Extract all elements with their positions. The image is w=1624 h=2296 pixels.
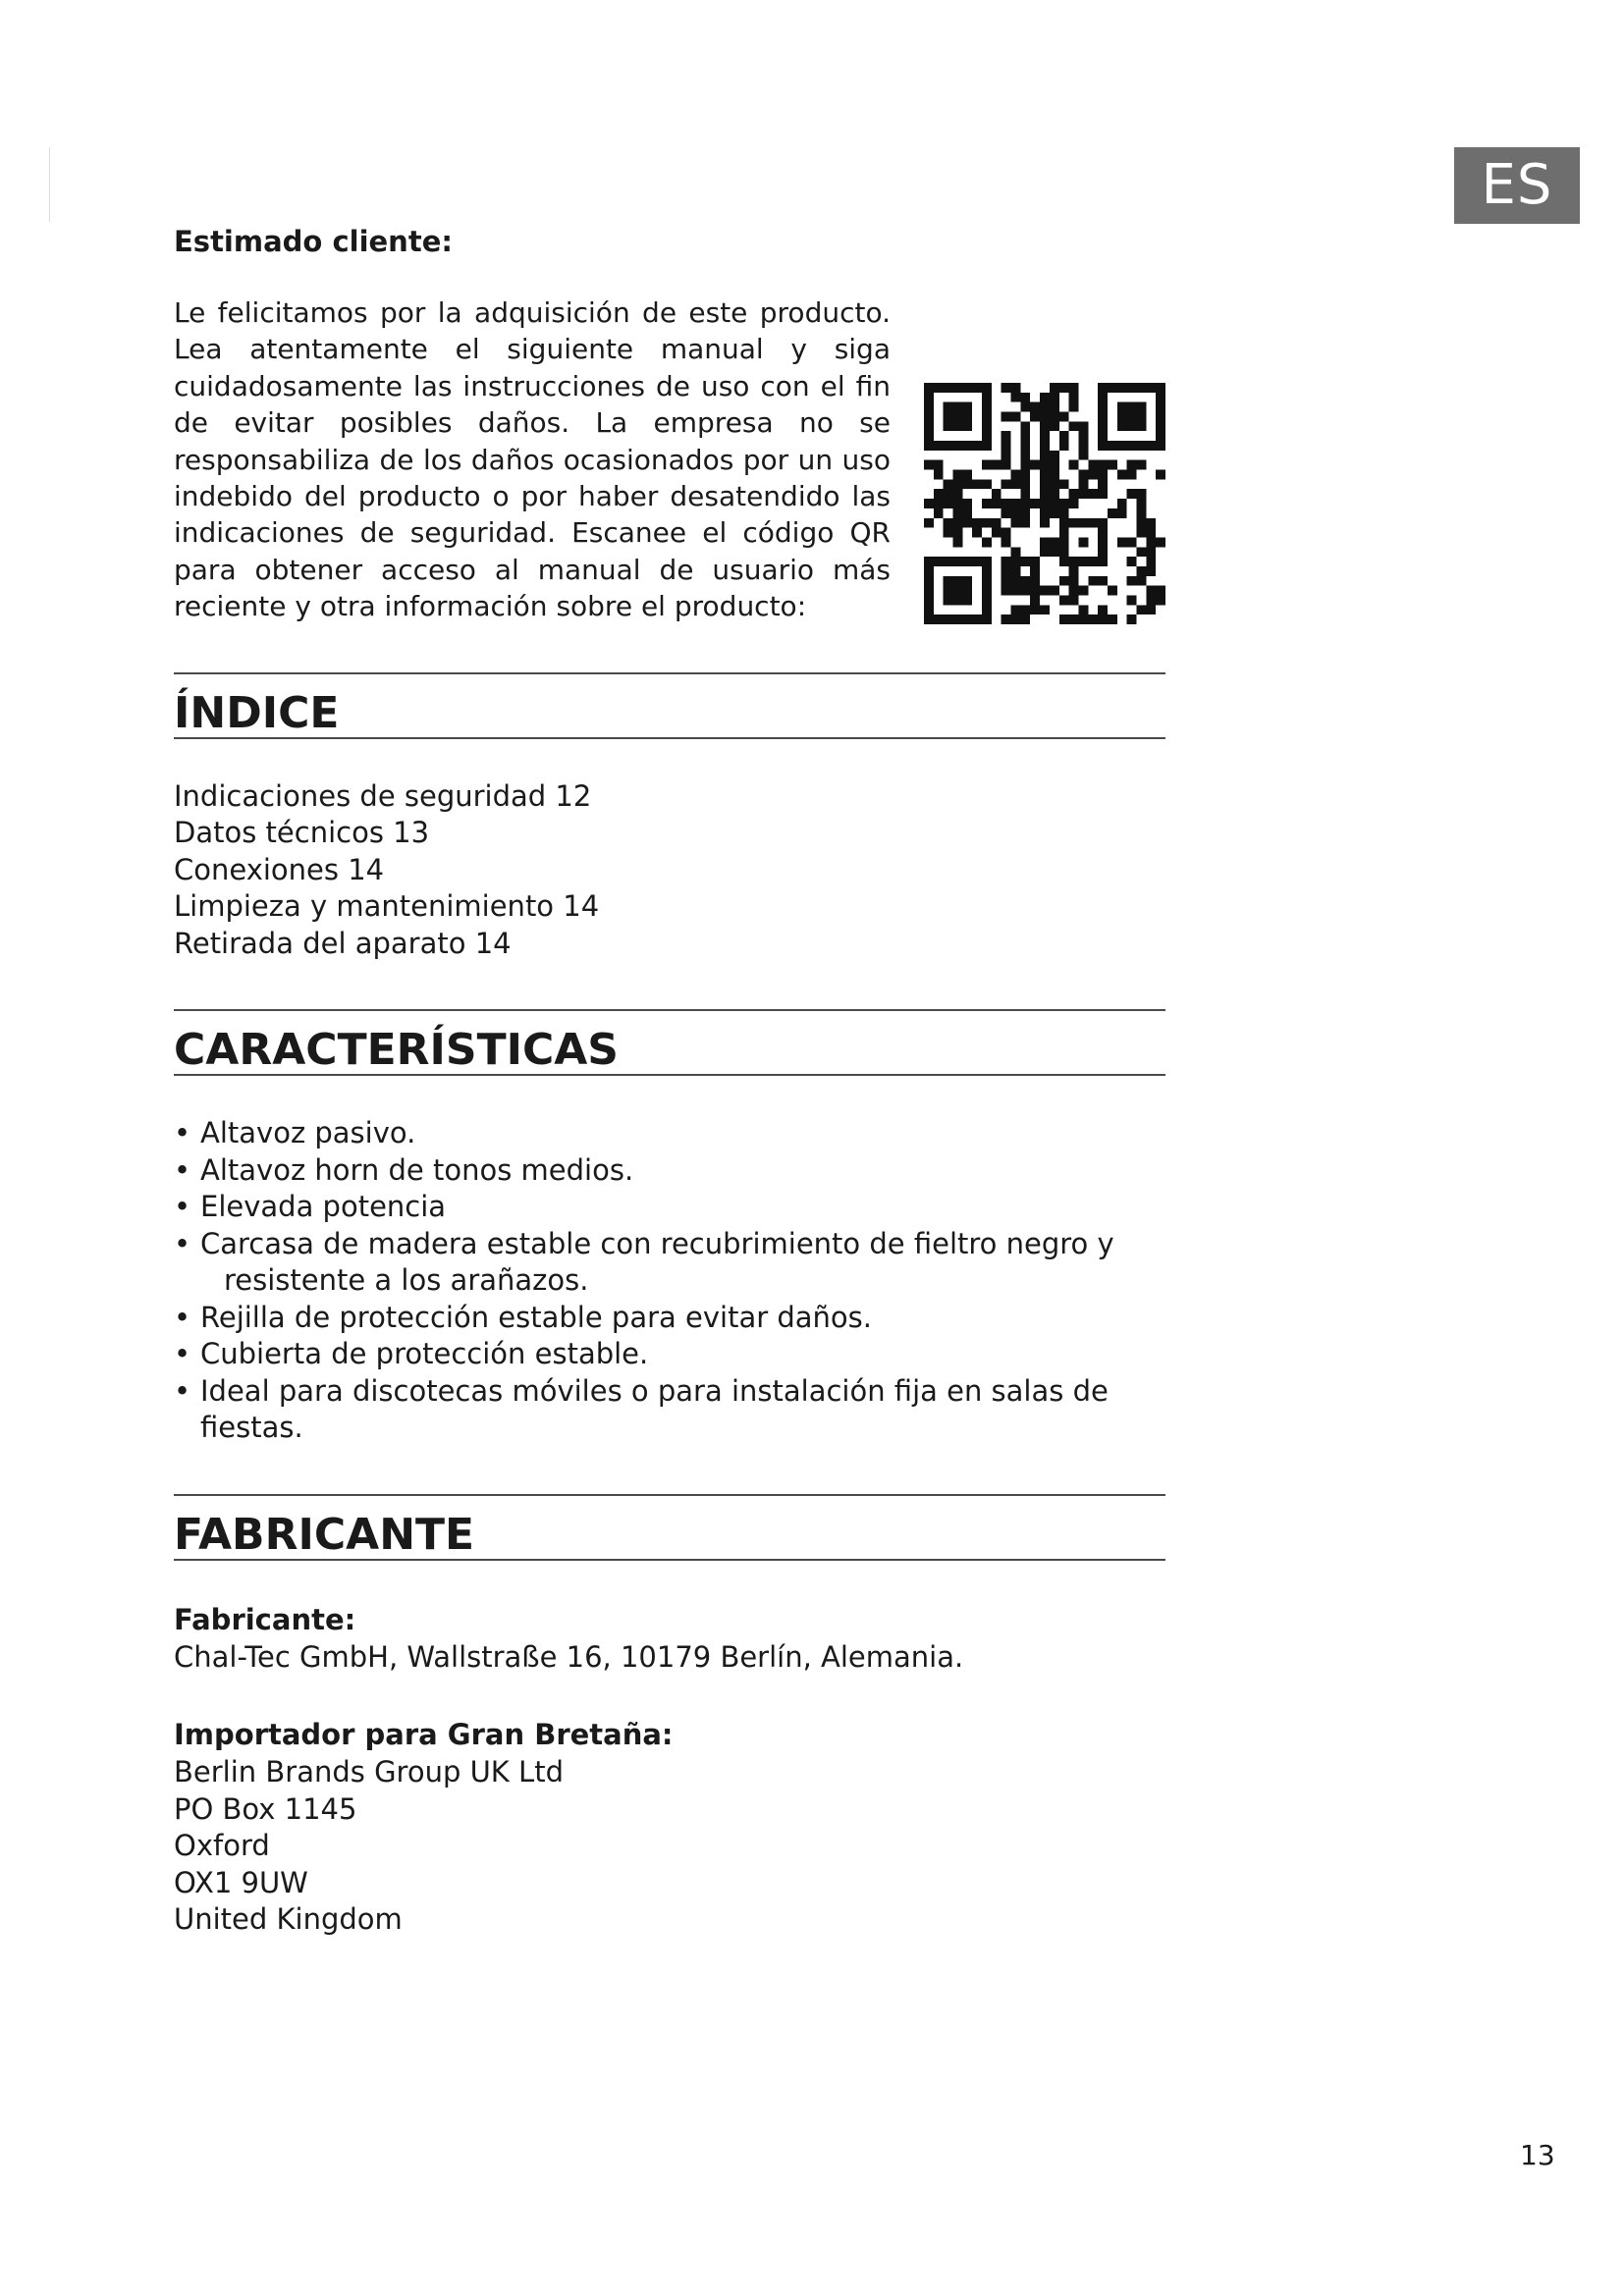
- feature-item: [174, 1152, 1165, 1190]
- feature-item: [174, 1300, 1165, 1337]
- index-section: [174, 672, 1165, 963]
- index-list: [174, 778, 1165, 963]
- margin-rule: [49, 147, 50, 222]
- feature-text: Cubierta de protección estable.: [200, 1337, 649, 1371]
- importer-line: Berlin Brands Group UK Ltd: [174, 1755, 564, 1789]
- features-list: [174, 1115, 1165, 1447]
- features-title: CARACTERÍSTICAS: [174, 1009, 1165, 1076]
- manufacturer-section: [174, 1494, 1165, 1939]
- index-title: ÍNDICE: [174, 672, 1165, 739]
- feature-item: [174, 1189, 1165, 1226]
- manufacturer-title: FABRICANTE: [174, 1494, 1165, 1561]
- feature-item: [174, 1115, 1165, 1152]
- qr-code-graphic: [924, 383, 1165, 624]
- importer-line: Oxford: [174, 1829, 270, 1863]
- language-tab: ES: [1454, 147, 1580, 224]
- importer-line: PO Box 1145: [174, 1791, 357, 1826]
- index-item: Conexiones 14: [174, 852, 385, 886]
- maker-label: Fabricante:: [174, 1602, 356, 1636]
- features-section: [174, 1009, 1165, 1447]
- index-item: Limpieza y mantenimiento 14: [174, 889, 600, 924]
- importer-label: Importador para Gran Bretaña:: [174, 1718, 674, 1752]
- feature-item: [174, 1373, 1165, 1447]
- feature-item: [174, 1336, 1165, 1373]
- importer-line: United Kingdom: [174, 1902, 403, 1937]
- feature-text: Rejilla de protección estable para evitar daños.: [200, 1300, 872, 1334]
- feature-text: Carcasa de madera estable con recubrimiento de fieltro negro y: [200, 1226, 1114, 1260]
- index-item: Retirada del aparato 14: [174, 926, 512, 960]
- page-content: [174, 220, 1165, 1939]
- feature-text: Elevada potencia: [200, 1190, 447, 1224]
- intro-paragraph: Le felicitamos por la adquisición de este producto. Lea atentamente el siguiente manual y siga cuidadosamente las instrucciones de uso con el fin de evitar posibles daños. La empresa no se responsabiliza de los daños ocasionados por un uso indebido del producto o por haber desatendido las indicaciones de seguridad. Escanee el código QR para obtener acceso al manual de usuario más reciente y otra información sobre el producto:: [174, 296, 891, 623]
- importer-line: OX1 9UW: [174, 1865, 308, 1899]
- page-number: 13: [1520, 2139, 1555, 2171]
- feature-text-continued: resistente a los arañazos.: [224, 1263, 589, 1298]
- feature-text: Ideal para discotecas móviles o para instalación fija en salas de fiestas.: [200, 1373, 1109, 1445]
- qr-code: [924, 383, 1165, 624]
- index-item: Indicaciones de seguridad 12: [174, 778, 592, 813]
- intro-block: [174, 294, 1165, 625]
- feature-item: [174, 1226, 1165, 1300]
- index-item: Datos técnicos 13: [174, 816, 430, 850]
- feature-text: Altavoz horn de tonos medios.: [200, 1152, 634, 1187]
- maker-address: Chal-Tec GmbH, Wallstraße 16, 10179 Berlín, Alemania.: [174, 1639, 964, 1674]
- feature-text: Altavoz pasivo.: [200, 1116, 416, 1150]
- greeting: Estimado cliente:: [174, 225, 453, 258]
